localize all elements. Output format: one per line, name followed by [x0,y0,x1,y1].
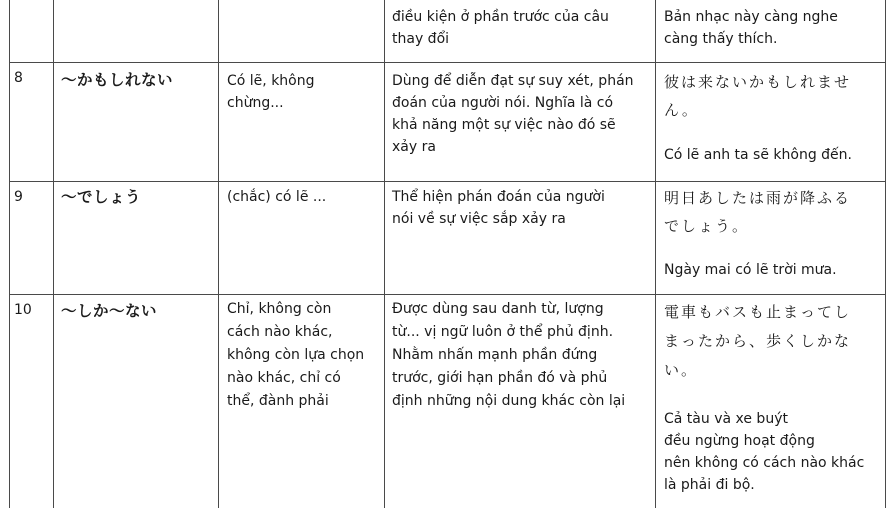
column-divider [384,0,385,508]
row-divider [9,181,886,182]
example-vi-cell: Bản nhạc này càng nghe càng thấy thích. [664,9,838,47]
grammar-pattern: 〜かもしれない [61,71,174,89]
meaning-cell: Có lẽ, không chừng... [227,73,315,111]
example-jp-cell: 明日あしたは雨が降ふる でしょう。 [664,189,852,235]
usage-cell: Dùng để diễn đạt sự suy xét, phán đoán của người nói. Nghĩa là có khả năng một sự việc nào đó sẽ xảy ra [392,73,634,155]
example-vi-cell: Ngày mai có lẽ trời mưa. [664,262,837,278]
example-vi-cell: Có lẽ anh ta sẽ không đến. [664,147,852,163]
row-number: 8 [14,70,23,86]
usage-cell: Được dùng sau danh từ, lượng từ... vị ngữ luôn ở thể phủ định. Nhằm nhấn mạnh phần đứng trước, giới hạn phần đó và phủ định những nội dung khác còn lại [392,301,626,409]
example-jp-cell: 電車もバスも止まってし まったから、歩くしかな い。 [664,303,852,379]
grammar-pattern: 〜しか〜ない [61,302,158,320]
row-number: 9 [14,189,23,205]
meaning-cell: (chắc) có lẽ ... [227,189,327,205]
column-divider [9,0,10,508]
meaning-cell: Chỉ, không còn cách nào khác, không còn lựa chọn nào khác, chỉ có thể, đành phải [227,301,365,409]
column-divider [655,0,656,508]
usage-cell: điều kiện ở phần trước của câu thay đổi [392,9,609,47]
grammar-pattern: 〜でしょう [61,188,142,206]
usage-cell: Thể hiện phán đoán của người nói về sự việc sắp xảy ra [392,189,605,227]
row-divider [9,62,886,63]
column-divider [53,0,54,508]
row-divider [9,294,886,295]
example-jp-cell: 彼は来ないかもしれませ ん。 [664,73,852,119]
example-vi-cell: Cả tàu và xe buýt đều ngừng hoạt động nên không có cách nào khác là phải đi bộ. [664,411,865,493]
row-number: 10 [14,302,32,318]
column-divider [218,0,219,508]
